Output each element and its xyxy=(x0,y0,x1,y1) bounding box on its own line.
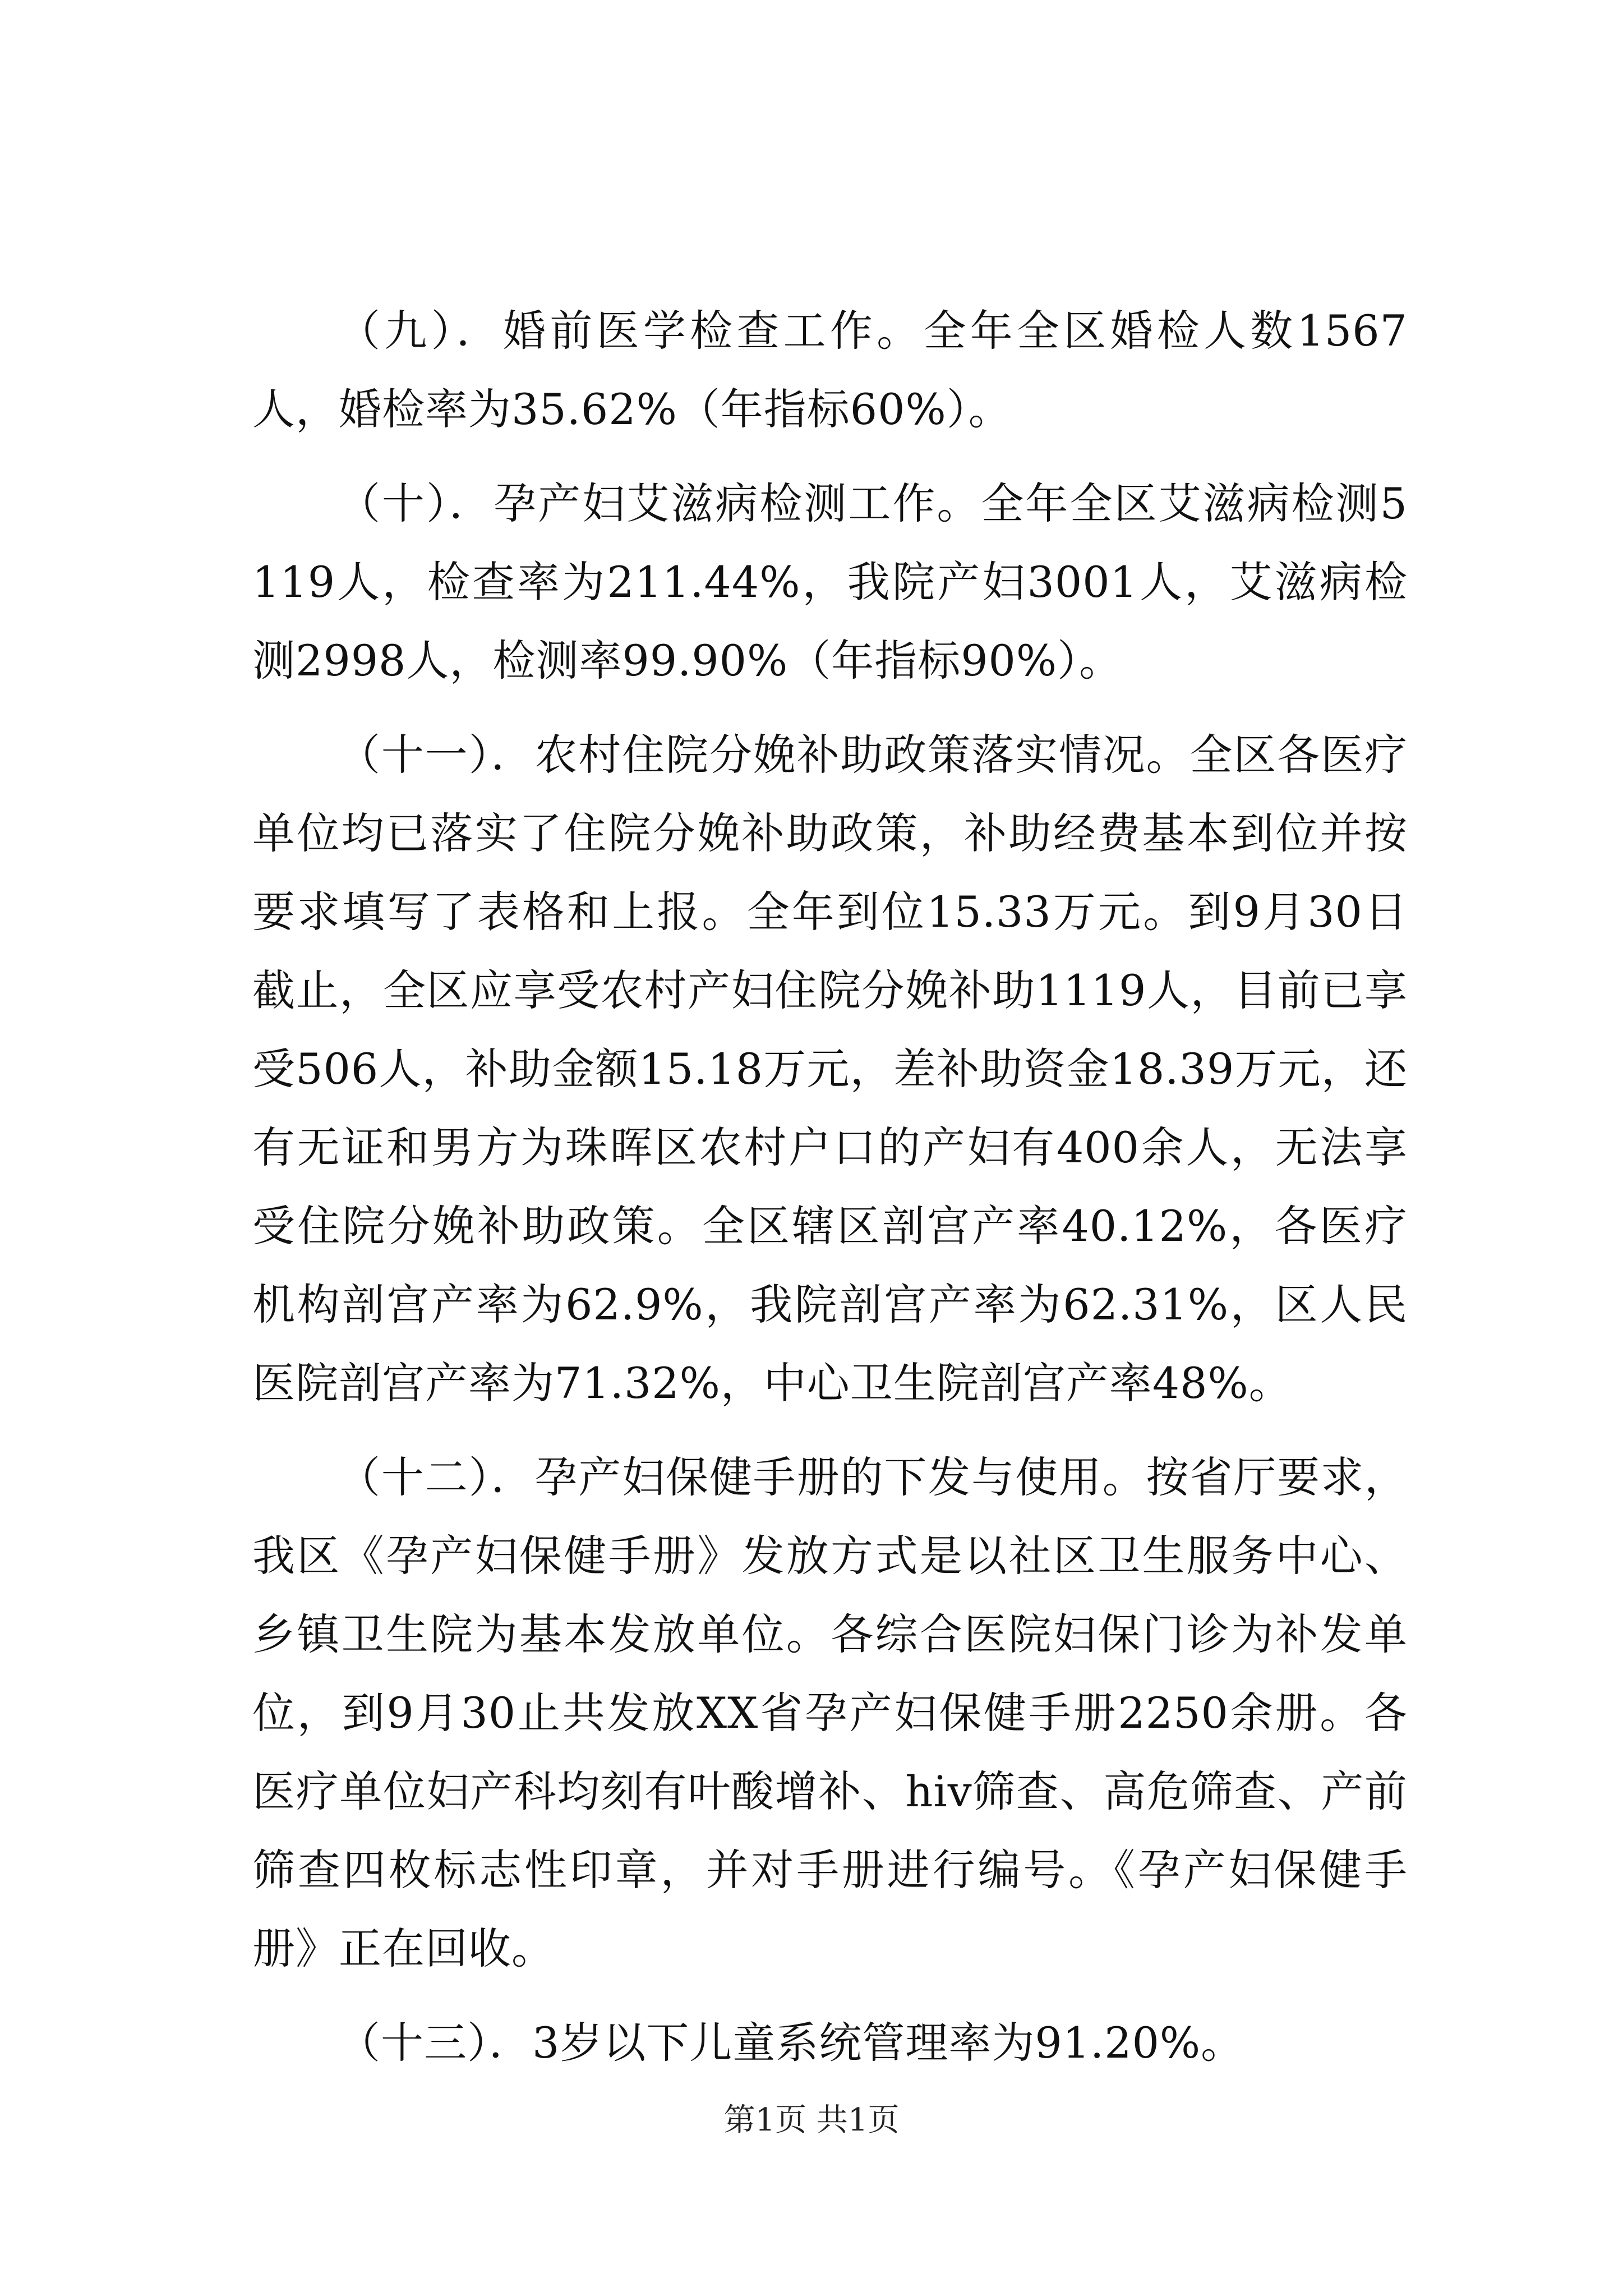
paragraph-child-management: （十三）．3岁以下儿童系统管理率为91.20%。 xyxy=(338,2018,1244,2068)
document-body xyxy=(252,292,1408,2098)
paragraph-delivery-subsidy: （十一）．农村住院分娩补助政策落实情况。全区各医疗单位均已落实了住院分娩补助政策，补助经费基本到位并按要求填写了表格和上报。全年到位15.33万元。到9月30日截止，全区应享受农村产妇住院分娩补助1119人，目前已享受506人，补助金额15.18万元，差补助资金18.39万元，还有无证和男方为珠晖区农村户口的产妇有400余人，无法享受住院分娩补助政策。全区辖区剖宫产率40.12%，各医疗机构剖宫产率为62.9%，我院剖宫产率为62.31%，区人民医院剖宫产率为71.32%，中心卫生院剖宫产率48%。 xyxy=(252,730,1408,1408)
paragraph-hiv-testing: （十）．孕产妇艾滋病检测工作。全年全区艾滋病检测5119人，检查率为211.44%，我院产妇3001人，艾滋病检测2998人，检测率99.90%（年指标90%）。 xyxy=(252,478,1408,685)
paragraph-maternal-handbook: （十二）．孕产妇保健手册的下发与使用。按省厅要求，我区《孕产妇保健手册》发放方式是以社区卫生服务中心、乡镇卫生院为基本发放单位。各综合医院妇保门诊为补发单位，到9月30止共发放XX省孕产妇保健手册2250余册。各医疗单位妇产科均刻有叶酸增补、hiv筛查、高危筛查、产前筛查四枚标志性印章，并对手册进行编号。《孕产妇保健手册》正在回收。 xyxy=(252,1452,1408,1973)
page-footer: 第1页 共1页 xyxy=(723,2102,900,2138)
paragraph-premarital-exam: （九）．婚前医学检查工作。全年全区婚检人数1567人，婚检率为35.62%（年指标60%）。 xyxy=(252,306,1408,434)
